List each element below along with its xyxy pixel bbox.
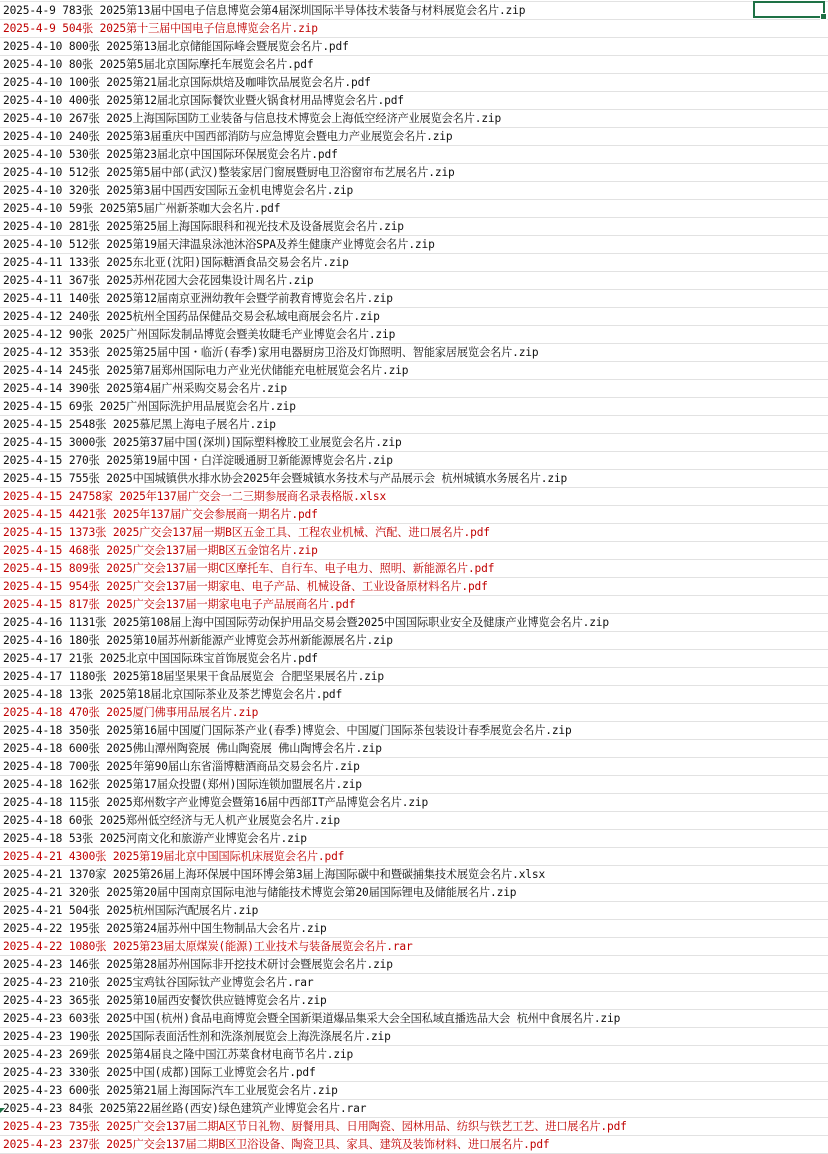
cell-text: 2025-4-15 2548张 2025慕尼黑上海电子展名片.zip xyxy=(3,418,276,431)
table-row[interactable] xyxy=(0,542,828,560)
table-row[interactable] xyxy=(0,920,828,938)
cell-text: 2025-4-15 755张 2025中国城镇供水排水协会2025年会暨城镇水务技术与产品展示会 杭州城镇水务展名片.zip xyxy=(3,472,568,485)
cell-text: 2025-4-10 267张 2025上海国际国防工业装备与信息技术博览会上海低空经济产业展览会名片.zip xyxy=(3,112,502,125)
table-row[interactable] xyxy=(0,938,828,956)
table-row[interactable] xyxy=(0,884,828,902)
table-row[interactable] xyxy=(0,290,828,308)
cell-text: 2025-4-15 3000张 2025第37届中国(深圳)国际塑料橡胶工业展览会名片.zip xyxy=(3,436,402,449)
table-row[interactable] xyxy=(0,344,828,362)
cell-text: 2025-4-10 240张 2025第3届重庆中国西部消防与应急博览会暨电力产业展览会名片.zip xyxy=(3,130,453,143)
table-row[interactable] xyxy=(0,740,828,758)
table-row[interactable] xyxy=(0,866,828,884)
cell-text: 2025-4-21 4300张 2025第19届北京中国国际机床展览会名片.pdf xyxy=(3,850,345,863)
table-row[interactable] xyxy=(0,56,828,74)
table-row[interactable] xyxy=(0,794,828,812)
table-row[interactable] xyxy=(0,722,828,740)
table-row[interactable] xyxy=(0,452,828,470)
table-row[interactable] xyxy=(0,326,828,344)
cell-text: 2025-4-12 90张 2025广州国际发制品博览会暨美妆睫毛产业博览会名片.zip xyxy=(3,328,396,341)
cell-text: 2025-4-18 13张 2025第18届北京国际茶业及茶艺博览会名片.pdf xyxy=(3,688,343,701)
table-row[interactable] xyxy=(0,830,828,848)
cell-text: 2025-4-9 504张 2025第十三届中国电子信息博览会名片.zip xyxy=(3,22,318,35)
table-row[interactable] xyxy=(0,236,828,254)
table-row[interactable] xyxy=(0,200,828,218)
cell-text: 2025-4-16 1131张 2025第108届上海中国国际劳动保护用品交易会暨2025中国国际职业安全及健康产业博览会名片.zip xyxy=(3,616,609,629)
table-row[interactable] xyxy=(0,92,828,110)
table-row[interactable] xyxy=(0,308,828,326)
cell-text: 2025-4-23 190张 2025国际表面活性剂和洗涤剂展览会上海洗涤展名片.zip xyxy=(3,1030,391,1043)
cell-text: 2025-4-10 281张 2025第25届上海国际眼科和视光技术及设备展览会名片.zip xyxy=(3,220,404,233)
table-row[interactable] xyxy=(0,416,828,434)
cell-text: 2025-4-14 245张 2025第7届郑州国际电力产业光伏储能充电桩展览会名片.zip xyxy=(3,364,409,377)
table-row[interactable] xyxy=(0,686,828,704)
cell-text: 2025-4-10 59张 2025第5届广州新茶咖大会名片.pdf xyxy=(3,202,281,215)
cell-text: 2025-4-11 367张 2025苏州花园大会花园集设计周名片.zip xyxy=(3,274,314,287)
cell-text: 2025-4-23 146张 2025第28届苏州国际非开挖技术研讨会暨展览会名片.zip xyxy=(3,958,393,971)
cell-text: 2025-4-10 530张 2025第23届北京中国国际环保展览会名片.pdf xyxy=(3,148,338,161)
table-row[interactable] xyxy=(0,632,828,650)
cell-text: 2025-4-18 53张 2025河南文化和旅游产业博览会名片.zip xyxy=(3,832,307,845)
cell-text: 2025-4-10 400张 2025第12届北京国际餐饮业暨火锅食材用品博览会名片.pdf xyxy=(3,94,404,107)
table-row[interactable] xyxy=(0,182,828,200)
cell-text: 2025-4-23 603张 2025中国(杭州)食品电商博览会暨全国新渠道爆品集采大会全国私域直播选品大会 杭州中食展名片.zip xyxy=(3,1012,621,1025)
cell-text: 2025-4-15 69张 2025广州国际洗护用品展览会名片.zip xyxy=(3,400,296,413)
table-row[interactable] xyxy=(0,758,828,776)
table-row[interactable] xyxy=(0,380,828,398)
table-row[interactable] xyxy=(0,596,828,614)
table-row[interactable] xyxy=(0,524,828,542)
cell-text: 2025-4-15 1373张 2025广交会137届一期B区五金工具、工程农业机械、汽配、进口展名片.pdf xyxy=(3,526,490,539)
cell-text: 2025-4-21 504张 2025杭州国际汽配展名片.zip xyxy=(3,904,259,917)
table-row[interactable] xyxy=(0,470,828,488)
cell-text: 2025-4-15 24758家 2025年137届广交会一二三期参展商名录表格版.xlsx xyxy=(3,490,387,503)
cell-text: 2025-4-12 240张 2025杭州全国药品保健品交易会私域电商展会名片.zip xyxy=(3,310,380,323)
table-row[interactable] xyxy=(0,776,828,794)
table-row[interactable] xyxy=(0,20,828,38)
cell-text: 2025-4-23 210张 2025宝鸡钛谷国际钛产业博览会名片.rar xyxy=(3,976,314,989)
table-row[interactable] xyxy=(0,650,828,668)
cell-text: 2025-4-16 180张 2025第10届苏州新能源产业博览会苏州新能源展名片.zip xyxy=(3,634,393,647)
cell-text: 2025-4-10 800张 2025第13届北京储能国际峰会暨展览会名片.pdf xyxy=(3,40,349,53)
table-row[interactable] xyxy=(0,560,828,578)
table-row[interactable] xyxy=(0,578,828,596)
cell-text: 2025-4-23 365张 2025第10届西安餐饮供应链博览会名片.zip xyxy=(3,994,327,1007)
cell-text: 2025-4-23 237张 2025广交会137届二期B区卫浴设备、陶瓷卫具、家具、建筑及装饰材料、进口展名片.pdf xyxy=(3,1138,550,1151)
table-row[interactable] xyxy=(0,956,828,974)
cell-text: 2025-4-15 809张 2025广交会137届一期C区摩托车、自行车、电子电力、照明、新能源名片.pdf xyxy=(3,562,495,575)
table-row[interactable] xyxy=(0,614,828,632)
table-row[interactable] xyxy=(0,218,828,236)
table-row[interactable] xyxy=(0,488,828,506)
table-row[interactable] xyxy=(0,1028,828,1046)
cell-text: 2025-4-10 80张 2025第5届北京国际摩托车展览会名片.pdf xyxy=(3,58,314,71)
cell-text: 2025-4-18 350张 2025第16届中国厦门国际茶产业(春季)博览会、中国厦门国际茶包装设计春季展览会名片.zip xyxy=(3,724,572,737)
table-row[interactable] xyxy=(0,812,828,830)
cell-text: 2025-4-18 600张 2025佛山潭州陶瓷展 佛山陶瓷展 佛山陶博会名片.zip xyxy=(3,742,382,755)
table-row[interactable] xyxy=(0,362,828,380)
table-row[interactable] xyxy=(0,1046,828,1064)
table-row[interactable] xyxy=(0,668,828,686)
selected-cell[interactable] xyxy=(753,1,825,18)
cell-text: 2025-4-12 353张 2025第25届中国・临沂(春季)家用电器厨房卫浴及灯饰照明、智能家居展览会名片.zip xyxy=(3,346,539,359)
cell-text: 2025-4-14 390张 2025第4届广州采购交易会名片.zip xyxy=(3,382,287,395)
table-row[interactable] xyxy=(0,992,828,1010)
cell-text: 2025-4-22 195张 2025第24届苏州中国生物制品大会名片.zip xyxy=(3,922,327,935)
table-row[interactable] xyxy=(0,146,828,164)
table-row[interactable] xyxy=(0,1118,828,1136)
cell-text: 2025-4-18 700张 2025年第90届山东省淄博糖酒商品交易会名片.zip xyxy=(3,760,360,773)
table-row[interactable] xyxy=(0,38,828,56)
table-row[interactable] xyxy=(0,254,828,272)
cell-text: 2025-4-10 100张 2025第21届北京国际烘焙及咖啡饮品展览会名片.pdf xyxy=(3,76,371,89)
fill-handle[interactable] xyxy=(820,13,827,20)
cell-text: 2025-4-23 600张 2025第21届上海国际汽车工业展览会名片.zip xyxy=(3,1084,338,1097)
table-row[interactable] xyxy=(0,506,828,524)
cell-text: 2025-4-15 270张 2025第19届中国・白洋淀暖通厨卫新能源博览会名片.zip xyxy=(3,454,393,467)
table-row[interactable] xyxy=(0,398,828,416)
table-row[interactable] xyxy=(0,1136,828,1154)
cell-text: 2025-4-23 84张 2025第22届丝路(西安)绿色建筑产业博览会名片.rar xyxy=(3,1102,367,1115)
cell-text: 2025-4-23 269张 2025第4届良之隆中国江苏菜食材电商节名片.zip xyxy=(3,1048,354,1061)
table-row[interactable] xyxy=(0,2,828,20)
table-row[interactable] xyxy=(0,974,828,992)
cell-text: 2025-4-23 735张 2025广交会137届二期A区节日礼物、厨餐用具、日用陶瓷、园林用品、纺织与铁艺工艺、进口展名片.pdf xyxy=(3,1120,627,1133)
table-row[interactable] xyxy=(0,272,828,290)
table-row[interactable] xyxy=(0,128,828,146)
table-row[interactable] xyxy=(0,434,828,452)
table-row[interactable] xyxy=(0,74,828,92)
cell-text: 2025-4-18 470张 2025厦门佛事用品展名片.zip xyxy=(3,706,259,719)
cell-text: 2025-4-21 1370家 2025第26届上海环保展中国环博会第3届上海国际碳中和暨碳捕集技术展览会名片.xlsx xyxy=(3,868,546,881)
cell-text: 2025-4-18 162张 2025第17届众投盟(郑州)国际连锁加盟展名片.zip xyxy=(3,778,362,791)
table-row[interactable] xyxy=(0,1082,828,1100)
table-row[interactable] xyxy=(0,164,828,182)
cell-text: 2025-4-23 330张 2025中国(成都)国际工业博览会名片.pdf xyxy=(3,1066,316,1079)
table-row[interactable] xyxy=(0,1100,828,1118)
cell-text: 2025-4-10 320张 2025第3届中国西安国际五金机电博览会名片.zip xyxy=(3,184,354,197)
table-row[interactable] xyxy=(0,848,828,866)
cell-text: 2025-4-18 60张 2025郑州低空经济与无人机产业展览会名片.zip xyxy=(3,814,340,827)
cell-text: 2025-4-11 140张 2025第12届南京亚洲幼教年会暨学前教育博览会名片.zip xyxy=(3,292,393,305)
cell-text: 2025-4-17 21张 2025北京中国国际珠宝首饰展览会名片.pdf xyxy=(3,652,318,665)
cell-text: 2025-4-10 512张 2025第5届中部(武汉)整装家居门窗展暨厨电卫浴窗帘布艺展名片.zip xyxy=(3,166,455,179)
cell-text: 2025-4-11 133张 2025东北亚(沈阳)国际糖酒食品交易会名片.zip xyxy=(3,256,349,269)
cell-text: 2025-4-9 783张 2025第13届中国电子信息博览会第4届深圳国际半导体技术装备与材料展览会名片.zip xyxy=(3,4,526,17)
cell-text: 2025-4-15 817张 2025广交会137届一期家电电子产品展商名片.pdf xyxy=(3,598,356,611)
cell-text: 2025-4-17 1180张 2025第18届坚果果干食品展览会 合肥坚果展名片.zip xyxy=(3,670,384,683)
cell-text: 2025-4-15 4421张 2025年137届广交会参展商一期名片.pdf xyxy=(3,508,318,521)
table-row[interactable] xyxy=(0,1064,828,1082)
table-row[interactable] xyxy=(0,704,828,722)
table-row[interactable] xyxy=(0,110,828,128)
cell-text: 2025-4-10 512张 2025第19届天津温泉泳池沐浴SPA及养生健康产业博览会名片.zip xyxy=(3,238,435,251)
table-row[interactable] xyxy=(0,1010,828,1028)
cell-text: 2025-4-18 115张 2025郑州数字产业博览会暨第16届中西部IT产品博览会名片.zip xyxy=(3,796,429,809)
cell-text: 2025-4-15 954张 2025广交会137届一期家电、电子产品、机械设备、工业设备原材料名片.pdf xyxy=(3,580,488,593)
cell-text: 2025-4-22 1080张 2025第23届太原煤炭(能源)工业技术与装备展览会名片.rar xyxy=(3,940,413,953)
table-row[interactable] xyxy=(0,902,828,920)
cell-text: 2025-4-21 320张 2025第20届中国南京国际电池与储能技术博览会第20届国际锂电及储能展名片.zip xyxy=(3,886,517,899)
cell-text: 2025-4-15 468张 2025广交会137届一期B区五金馆名片.zip xyxy=(3,544,318,557)
